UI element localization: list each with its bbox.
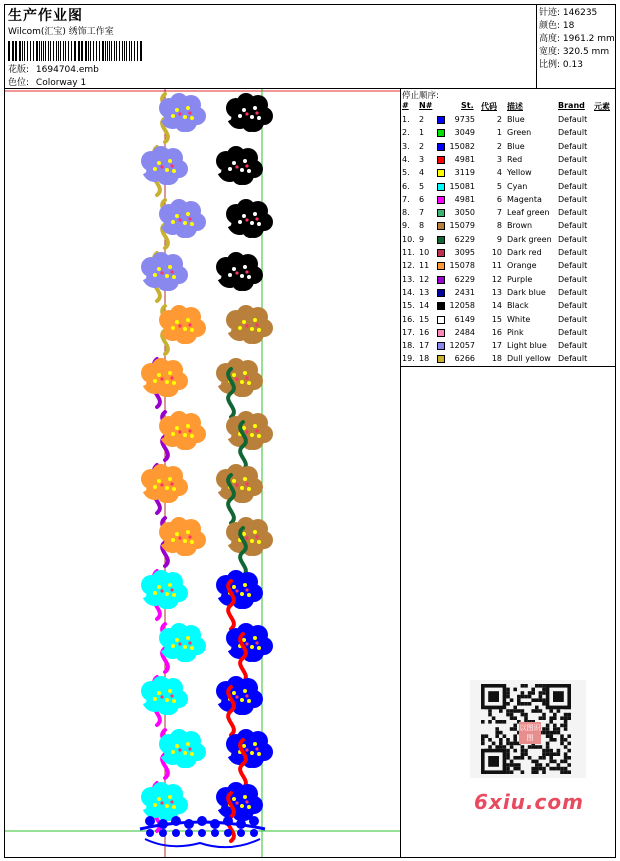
color-swatch: [437, 209, 445, 217]
row-brand: Default: [558, 115, 588, 124]
row-brand: Default: [558, 314, 588, 324]
row-description: Cyan: [507, 181, 528, 191]
row-needle: 13: [419, 287, 430, 297]
stat-scale: 比例: 0.13: [539, 60, 583, 70]
row-description: Dark red: [507, 248, 542, 257]
color-swatch: [437, 143, 445, 151]
color-swatch: [437, 196, 445, 204]
row-code: 9: [496, 234, 502, 244]
row-stitches: 2431: [454, 287, 475, 297]
table-row: [401, 141, 616, 154]
row-code: 17: [491, 341, 502, 351]
color-swatch: [437, 316, 445, 324]
table-row: [401, 194, 616, 207]
row-stitches: 3049: [454, 128, 475, 138]
embroidery-design-canvas: [5, 89, 400, 857]
color-swatch: [437, 262, 445, 270]
col-code: 代码: [481, 102, 497, 111]
row-brand: Default: [558, 301, 588, 311]
row-code: 13: [491, 287, 502, 297]
row-stitches: 6229: [454, 274, 475, 284]
row-description: Blue: [507, 141, 525, 151]
row-needle: 1: [419, 128, 425, 138]
color-swatch: [437, 342, 445, 350]
row-needle: 7: [419, 208, 425, 218]
row-code: 10: [491, 248, 502, 257]
row-code: 14: [491, 301, 502, 311]
col-description: 描述: [507, 102, 523, 111]
row-code: 16: [491, 327, 502, 337]
row-needle: 14: [419, 301, 430, 311]
embroidery-motif: [159, 93, 273, 142]
col-index: #: [402, 101, 409, 110]
row-needle: 5: [419, 181, 425, 191]
color-swatch: [437, 276, 445, 284]
table-row: [401, 260, 616, 273]
embroidery-motif: [159, 623, 273, 682]
row-index: 19.: [402, 354, 415, 364]
embroidery-motif: [159, 729, 273, 788]
color-swatch: [437, 355, 445, 363]
embroidery-motif: [159, 199, 273, 248]
embroidery-motif: [159, 517, 273, 576]
row-description: Orange: [507, 261, 537, 271]
embroidery-motif: [159, 305, 273, 354]
row-code: 2: [496, 115, 502, 124]
row-stitches: 2484: [454, 327, 475, 337]
row-code: 5: [496, 181, 502, 191]
row-code: 8: [496, 221, 502, 231]
stat-width: 宽度: 320.5 mm: [539, 47, 610, 57]
row-brand: Default: [558, 221, 588, 231]
row-needle: 12: [419, 274, 430, 284]
embroidery-motif: [141, 676, 263, 735]
row-stitches: 3119: [454, 168, 475, 178]
table-row: [401, 154, 616, 167]
row-brand: Default: [558, 168, 588, 178]
colorway-label: 色位:: [8, 78, 30, 88]
row-brand: Default: [558, 354, 588, 364]
row-code: 3: [496, 154, 502, 164]
row-needle: 17: [419, 341, 430, 351]
table-row: [401, 327, 616, 340]
row-index: 5.: [402, 168, 410, 178]
row-description: Magenta: [507, 194, 542, 204]
table-row: [401, 287, 616, 300]
row-index: 16.: [402, 314, 415, 324]
page-title: 生产作业图: [8, 8, 83, 24]
colorway-value: Colorway 1: [35, 78, 87, 88]
design-preview: [5, 89, 400, 857]
row-brand: Default: [558, 181, 588, 191]
color-swatch: [437, 302, 445, 310]
col-needle: N#: [419, 101, 433, 110]
table-row: [401, 234, 616, 247]
row-needle: 16: [419, 327, 430, 337]
embroidery-motif: [141, 464, 263, 523]
table-row: [401, 181, 616, 194]
row-index: 4.: [402, 154, 410, 164]
row-index: 3.: [402, 141, 410, 151]
row-code: 7: [496, 208, 502, 218]
row-brand: Default: [558, 141, 588, 151]
row-stitches: 3095: [454, 248, 475, 257]
row-description: Purple: [507, 274, 533, 284]
row-description: Pink: [507, 327, 524, 337]
row-stitches: 15078: [449, 261, 475, 271]
row-description: Brown: [507, 221, 533, 231]
row-needle: 10: [419, 248, 430, 257]
row-stitches: 6229: [454, 234, 475, 244]
row-brand: Default: [558, 128, 588, 138]
row-index: 6.: [402, 181, 410, 191]
row-needle: 18: [419, 354, 430, 364]
barcode-icon: [8, 41, 144, 61]
row-brand: Default: [558, 194, 588, 204]
row-stitches: 3050: [454, 208, 475, 218]
row-needle: 2: [419, 115, 425, 124]
table-row: [401, 300, 616, 313]
row-needle: 15: [419, 314, 430, 324]
row-brand: Default: [558, 208, 588, 218]
row-stitches: 6266: [454, 354, 475, 364]
stat-colors: 颜色: 18: [539, 21, 575, 31]
row-stitches: 15082: [449, 141, 475, 151]
color-swatch: [437, 156, 445, 164]
row-index: 12.: [402, 261, 415, 271]
color-swatch: [437, 249, 445, 257]
embroidery-motif: [141, 252, 263, 301]
row-stitches: 4981: [454, 154, 475, 164]
row-index: 18.: [402, 341, 415, 351]
table-row: [401, 167, 616, 180]
watermark-logo: 6xiu.com: [474, 790, 584, 814]
qr-center-label: 以图识图: [519, 724, 541, 742]
col-stitches: St.: [461, 101, 474, 110]
table-row: [401, 207, 616, 220]
col-element: 元素: [594, 102, 610, 111]
row-description: White: [507, 314, 531, 324]
row-code: 18: [491, 354, 502, 364]
row-code: 6: [496, 194, 502, 204]
row-code: 15: [491, 314, 502, 324]
table-row: [401, 314, 616, 327]
color-swatch: [437, 236, 445, 244]
row-index: 7.: [402, 194, 410, 204]
row-code: 2: [496, 141, 502, 151]
row-stitches: 15079: [449, 221, 475, 231]
color-swatch: [437, 129, 445, 137]
table-row: [401, 353, 616, 366]
row-description: Leaf green: [507, 208, 550, 218]
row-index: 15.: [402, 301, 415, 311]
row-needle: 2: [419, 141, 425, 151]
table-row: [401, 247, 616, 260]
row-description: Blue: [507, 115, 525, 124]
color-swatch: [437, 329, 445, 337]
row-description: Yellow: [507, 168, 532, 178]
qr-center-badge: [519, 722, 541, 744]
row-description: Dark green: [507, 234, 552, 244]
colorway-line: [8, 75, 86, 88]
color-swatch: [437, 183, 445, 191]
row-needle: 3: [419, 154, 425, 164]
row-code: 12: [491, 274, 502, 284]
row-index: 10.: [402, 234, 415, 244]
row-brand: Default: [558, 274, 588, 284]
row-stitches: 12058: [449, 301, 475, 311]
row-description: Green: [507, 128, 532, 138]
row-index: 14.: [402, 287, 415, 297]
color-swatch: [437, 116, 445, 124]
row-index: 9.: [402, 221, 410, 231]
row-needle: 4: [419, 168, 425, 178]
row-code: 11: [491, 261, 502, 271]
col-brand: Brand: [558, 101, 585, 110]
row-code: 1: [496, 128, 502, 138]
row-brand: Default: [558, 287, 588, 297]
row-index: 11.: [402, 248, 415, 257]
stat-height: 高度: 1961.2 mm: [539, 34, 615, 44]
table-row: [401, 220, 616, 233]
table-row: [401, 340, 616, 353]
embroidery-motif: [141, 570, 263, 629]
embroidery-motif: [159, 411, 273, 470]
row-needle: 9: [419, 234, 425, 244]
row-needle: 8: [419, 221, 425, 231]
table-row: [401, 274, 616, 287]
row-description: Light blue: [507, 341, 547, 351]
embroidery-motif: [141, 146, 263, 195]
row-description: Red: [507, 154, 523, 164]
row-needle: 11: [419, 261, 430, 271]
table-header: [401, 101, 616, 113]
color-swatch: [437, 289, 445, 297]
stop-sequence-title: 停止顺序:: [402, 91, 439, 101]
header: [4, 4, 536, 88]
color-swatch: [437, 222, 445, 230]
row-stitches: 4981: [454, 194, 475, 204]
row-needle: 6: [419, 194, 425, 204]
table-row: [401, 127, 616, 140]
pattern-value: 1694704.emb: [35, 65, 99, 75]
embroidery-motif: [141, 358, 263, 417]
subtitle: Wilcom(汇宝) 绣饰工作室: [8, 27, 114, 37]
row-index: 8.: [402, 208, 410, 218]
row-brand: Default: [558, 341, 588, 351]
stats-panel: [536, 4, 616, 88]
color-swatch: [437, 169, 445, 177]
row-brand: Default: [558, 327, 588, 337]
row-brand: Default: [558, 154, 588, 164]
row-brand: Default: [558, 248, 588, 257]
row-code: 4: [496, 168, 502, 178]
row-index: 2.: [402, 128, 410, 138]
table-row: [401, 114, 616, 127]
row-brand: Default: [558, 234, 588, 244]
pattern-line: [8, 62, 99, 75]
row-index: 1.: [402, 115, 410, 124]
row-stitches: 9735: [454, 115, 475, 124]
row-index: 13.: [402, 274, 415, 284]
row-description: Dark blue: [507, 287, 546, 297]
stat-stitches: 针迹: 146235: [539, 8, 598, 18]
row-stitches: 6149: [454, 314, 475, 324]
pattern-label: 花版:: [8, 65, 30, 75]
row-description: Black: [507, 301, 529, 311]
row-brand: Default: [558, 261, 588, 271]
row-description: Dull yellow: [507, 354, 551, 364]
row-stitches: 12057: [449, 341, 475, 351]
row-index: 17.: [402, 327, 415, 337]
row-stitches: 15081: [449, 181, 475, 191]
